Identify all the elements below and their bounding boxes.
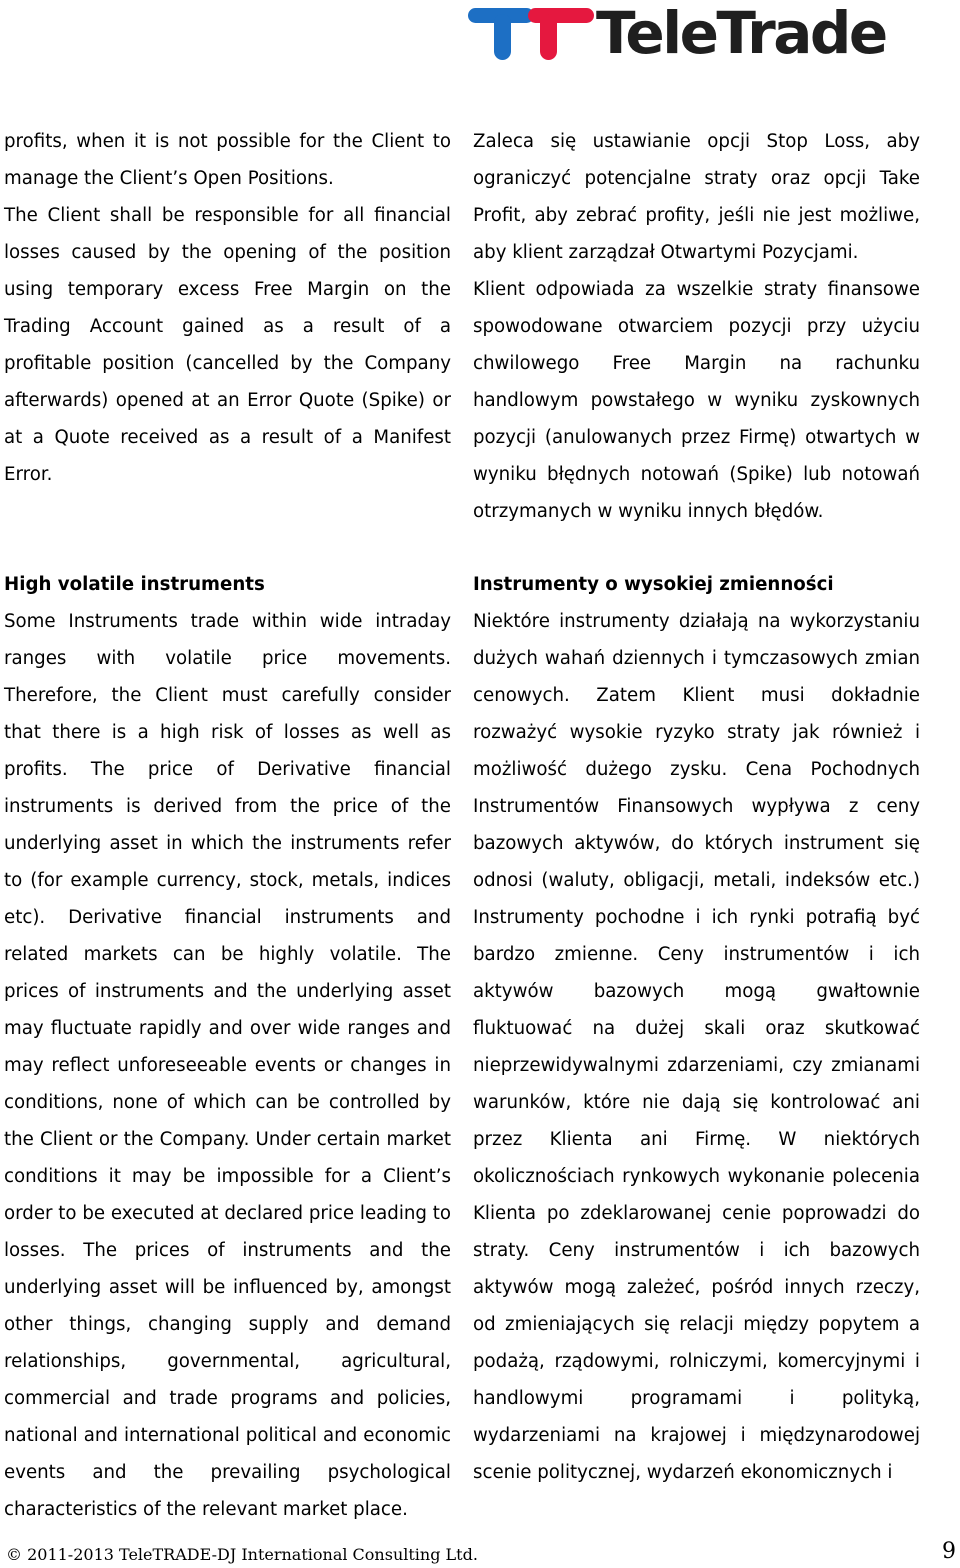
section-body: Some Instruments trade within wide intraday ranges with volatile price movements. Therefore, the Client must carefully consider that there is a high risk of losses as well as profits. The price of Derivative financial instruments is derived from the price of the underlying asset in which the instruments refer to (for example currency, stock, metals, indices etc). Derivative financial instruments and related markets can be highly volatile. The prices of instruments and the underlying asset may fluctuate rapidly and over wide ranges and may reflect unforeseeable events or changes in conditions, none of which can be controlled by the Client or the Company. Under certain market conditions it may be impossible for a Client’s order to be executed at declared price leading to losses. The prices of instruments and the underlying asset will be influenced by, amongst other things, changing supply and demand relationships, governmental, agricultural, commercial and trade programs and policies, national and international political and economic events and the prevailing psychological characteristics of the relevant market place. bbox=[4, 611, 451, 1520]
teletrade-logo-mark-icon bbox=[468, 6, 594, 60]
right-intro-paragraph: Zaleca się ustawianie opcji Stop Loss, aby ograniczyć potencjalne straty oraz opcji Take Profit, aby zebrać profity, jeśli nie jest możliwe, aby klient zarządzał Otwartymi Pozycjami. bbox=[473, 131, 920, 263]
section-heading: Instrumenty o wysokiej zmienności bbox=[473, 574, 834, 595]
left-intro-column bbox=[4, 123, 451, 493]
left-intro-paragraph: The Client shall be responsible for all financial losses caused by the opening of the position using temporary excess Free Margin on the Trading Account gained as a result of a profitable position (cancelled by the Company afterwards) opened at an Error Quote (Spike) or at a Quote received as a result of a Manifest Error. bbox=[4, 205, 451, 485]
logo-wordmark: TeleTrade bbox=[596, 0, 886, 67]
left-volatility-section bbox=[4, 566, 451, 1528]
section-heading: High volatile instruments bbox=[4, 574, 265, 595]
left-intro-paragraph: profits, when it is not possible for the Client to manage the Client’s Open Positions. bbox=[4, 131, 451, 189]
right-volatility-section bbox=[473, 566, 920, 1491]
footer-copyright: © 2011-2013 TeleTRADE-DJ International Consulting Ltd. bbox=[6, 1545, 478, 1564]
right-intro-column bbox=[473, 123, 920, 530]
teletrade-logo bbox=[468, 0, 928, 66]
right-intro-paragraph: Klient odpowiada za wszelkie straty finansowe spowodowane otwarciem pozycji przy użyciu chwilowego Free Margin na rachunku handlowym powstałego w wyniku zyskownych pozycji (anulowanych przez Firmę) otwartych w wyniku błędnych notowań (Spike) lub notowań otrzymanych w wyniku innych błędów. bbox=[473, 279, 920, 522]
page-number: 9 bbox=[942, 1539, 956, 1564]
section-body: Niektóre instrumenty działają na wykorzystaniu dużych wahań dziennych i tymczasowych zmian cenowych. Zatem Klient musi dokładnie rozważyć wysokie ryzyko straty jak również i możliwość dużego zysku. Cena Pochodnych Instrumentów Finansowych wypływa z ceny bazowych aktywów, do których instrument się odnosi (waluty, obligacji, metali, indeksów etc.) Instrumenty pochodne i ich rynki potrafią być bardzo zmienne. Ceny instrumentów i ich aktywów bazowych mogą gwałtownie fluktuować na dużej skali oraz skutkować nieprzewidywalnymi zdarzeniami, czy zmianami warunków, które nie dają się kontrolować ani przez Klienta ani Firmę. W niektórych okolicznościach rynkowych wykonanie polecenia Klienta po zdeklarowanej cenie poprowadzi do straty. Ceny instrumentów i ich bazowych aktywów mogą zależeć, pośród innych rzeczy, od zmieniających się relacji między popytem a podażą, rządowymi, rolniczymi, komercyjnymi i handlowymi programami i polityką, wydarzeniami na krajowej i międzynarodowej scenie politycznej, wydarzeń ekonomicznych i bbox=[473, 611, 920, 1483]
